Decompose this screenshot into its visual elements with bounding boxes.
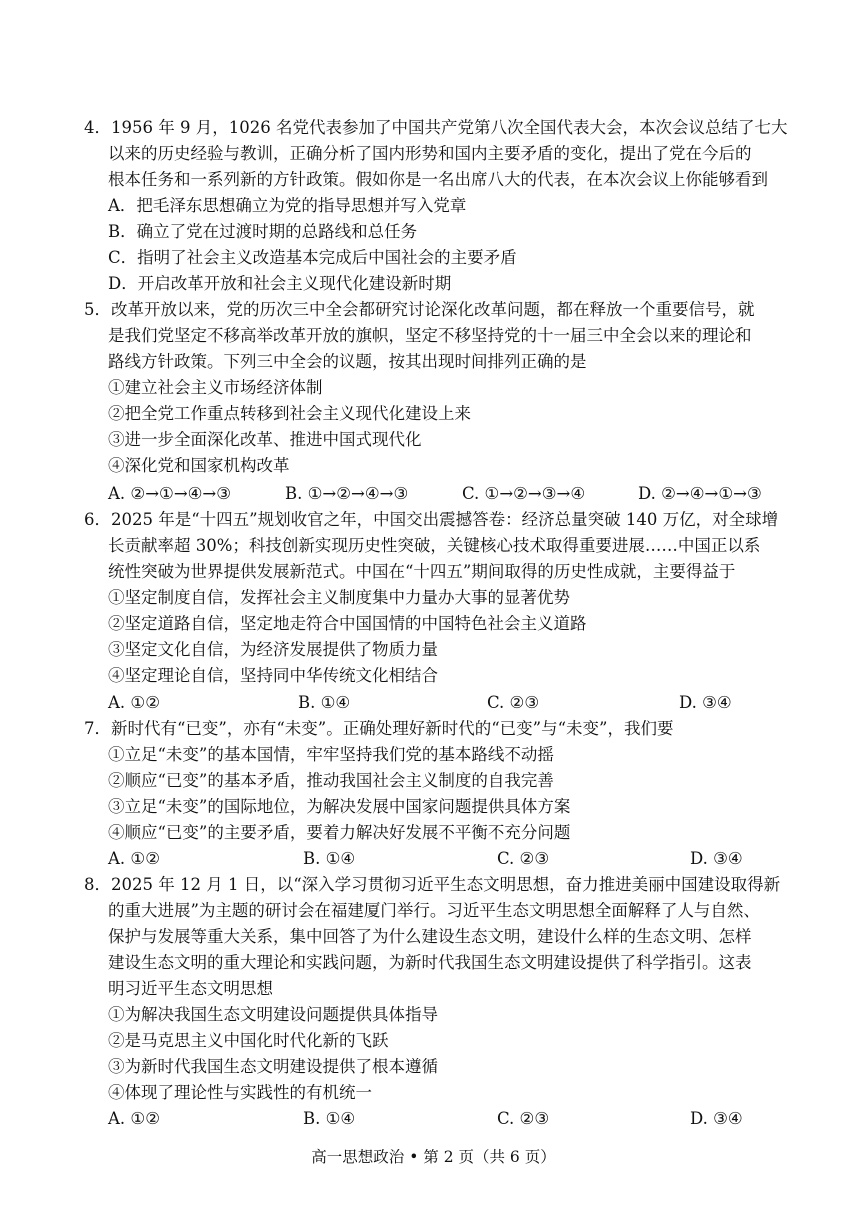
statement-item: ③立足“未变”的国际地位，为解决发展中国家问题提供具体方案	[108, 797, 571, 816]
answer-option-b: B. ①→②→④→③	[285, 484, 409, 503]
question-text: 以来的历史经验与教训，正确分析了国内形势和国内主要矛盾的变化，提出了党在今后的	[108, 144, 752, 163]
statement-item: ②把全党工作重点转移到社会主义现代化建设上来	[108, 404, 471, 423]
question-text: 保护与发展等重大关系，集中回答了为什么建设生态文明，建设什么样的生态文明、怎样	[108, 927, 752, 946]
answer-option-a: A. ②→①→④→③	[108, 484, 232, 503]
question-text: 8．2025 年 12 月 1 日，以“深入学习贯彻习近平生态文明思想，奋力推进美丽中国建设取得新	[84, 875, 781, 894]
question-text: 6．2025 年是“十四五”规划收官之年，中国交出震撼答卷：经济总量突破 140 万亿，对全球增	[84, 510, 779, 529]
statement-item: ④深化党和国家机构改革	[108, 456, 290, 475]
answer-option-c: C. ②③	[497, 1109, 550, 1128]
question-text: 明习近平生态文明思想	[108, 979, 273, 998]
statement-item: ③为新时代我国生态文明建设提供了根本遵循	[108, 1057, 438, 1076]
answer-option: A．把毛泽东思想确立为党的指导思想并写入党章	[108, 196, 467, 215]
statement-item: ②坚定道路自信，坚定地走符合中国国情的中国特色社会主义道路	[108, 614, 587, 633]
statement-item: ④坚定理论自信，坚持同中华传统文化相结合	[108, 666, 438, 685]
answer-option-a: A. ①②	[108, 1109, 160, 1128]
answer-option-d: D. ③④	[679, 693, 732, 712]
statement-item: ④顺应“已变”的主要矛盾，要着力解决好发展不平衡不充分问题	[108, 823, 571, 842]
statement-item: ②顺应“已变”的基本矛盾，推动我国社会主义制度的自我完善	[108, 771, 554, 790]
answer-option: C．指明了社会主义改造基本完成后中国社会的主要矛盾	[108, 248, 517, 267]
statement-item: ①坚定制度自信，发挥社会主义制度集中力量办大事的显著优势	[108, 588, 570, 607]
answer-option-a: A. ①②	[108, 693, 160, 712]
statement-item: ①为解决我国生态文明建设问题提供具体指导	[108, 1005, 438, 1024]
statement-item: ①建立社会主义市场经济体制	[108, 378, 323, 397]
question-text: 统性突破为世界提供发展新范式。中国在“十四五”期间取得的历史性成就，主要得益于	[108, 562, 736, 581]
question-text: 7．新时代有“已变”，亦有“未变”。正确处理好新时代的“已变”与“未变”，我们要	[84, 719, 674, 738]
answer-option-d: D. ③④	[690, 1109, 743, 1128]
answer-option-b: B. ①④	[303, 1109, 356, 1128]
page-footer: 高一思想政治 • 第 2 页（共 6 页）	[311, 1148, 556, 1166]
question-text: 建设生态文明的重大理论和实践问题，为新时代我国生态文明建设提供了科学指引。这表	[108, 953, 752, 972]
answer-option-d: D. ③④	[690, 849, 743, 868]
answer-option-c: C. ②③	[487, 693, 540, 712]
question-text: 根本任务和一系列新的方针政策。假如你是一名出席八大的代表，在本次会议上你能够看到	[108, 170, 768, 189]
statement-item: ②是马克思主义中国化时代化新的飞跃	[108, 1031, 389, 1050]
statement-item: ④体现了理论性与实践性的有机统一	[108, 1083, 372, 1102]
answer-option-b: B. ①④	[303, 849, 356, 868]
answer-option-c: C. ②③	[497, 849, 550, 868]
answer-option-c: C. ①→②→③→④	[462, 484, 586, 503]
question-text: 5．改革开放以来，党的历次三中全会都研究讨论深化改革问题，都在释放一个重要信号，就	[84, 300, 755, 319]
statement-item: ①立足“未变”的基本国情，牢牢坚持我们党的基本路线不动摇	[108, 745, 554, 764]
answer-option: D．开启改革开放和社会主义现代化建设新时期	[108, 274, 452, 293]
question-text: 路线方针政策。下列三中全会的议题，按其出现时间排列正确的是	[108, 352, 587, 371]
answer-option: B．确立了党在过渡时期的总路线和总任务	[108, 222, 418, 241]
question-text: 4．1956 年 9 月，1026 名党代表参加了中国共产党第八次全国代表大会，本次会议总结了七大	[84, 118, 788, 137]
answer-option-a: A. ①②	[108, 849, 160, 868]
answer-option-b: B. ①④	[298, 693, 351, 712]
answer-option-d: D. ②→④→①→③	[638, 484, 762, 503]
statement-item: ③坚定文化自信，为经济发展提供了物质力量	[108, 640, 438, 659]
statement-item: ③进一步全面深化改革、推进中国式现代化	[108, 430, 422, 449]
question-text: 的重大进展”为主题的研讨会在福建厦门举行。习近平生态文明思想全面解释了人与自然、	[108, 901, 760, 920]
question-text: 长贡献率超 30%；科技创新实现历史性突破，关键核心技术取得重要进展……中国正以系	[108, 536, 761, 555]
question-text: 是我们党坚定不移高举改革开放的旗帜，坚定不移坚持党的十一届三中全会以来的理论和	[108, 326, 752, 345]
